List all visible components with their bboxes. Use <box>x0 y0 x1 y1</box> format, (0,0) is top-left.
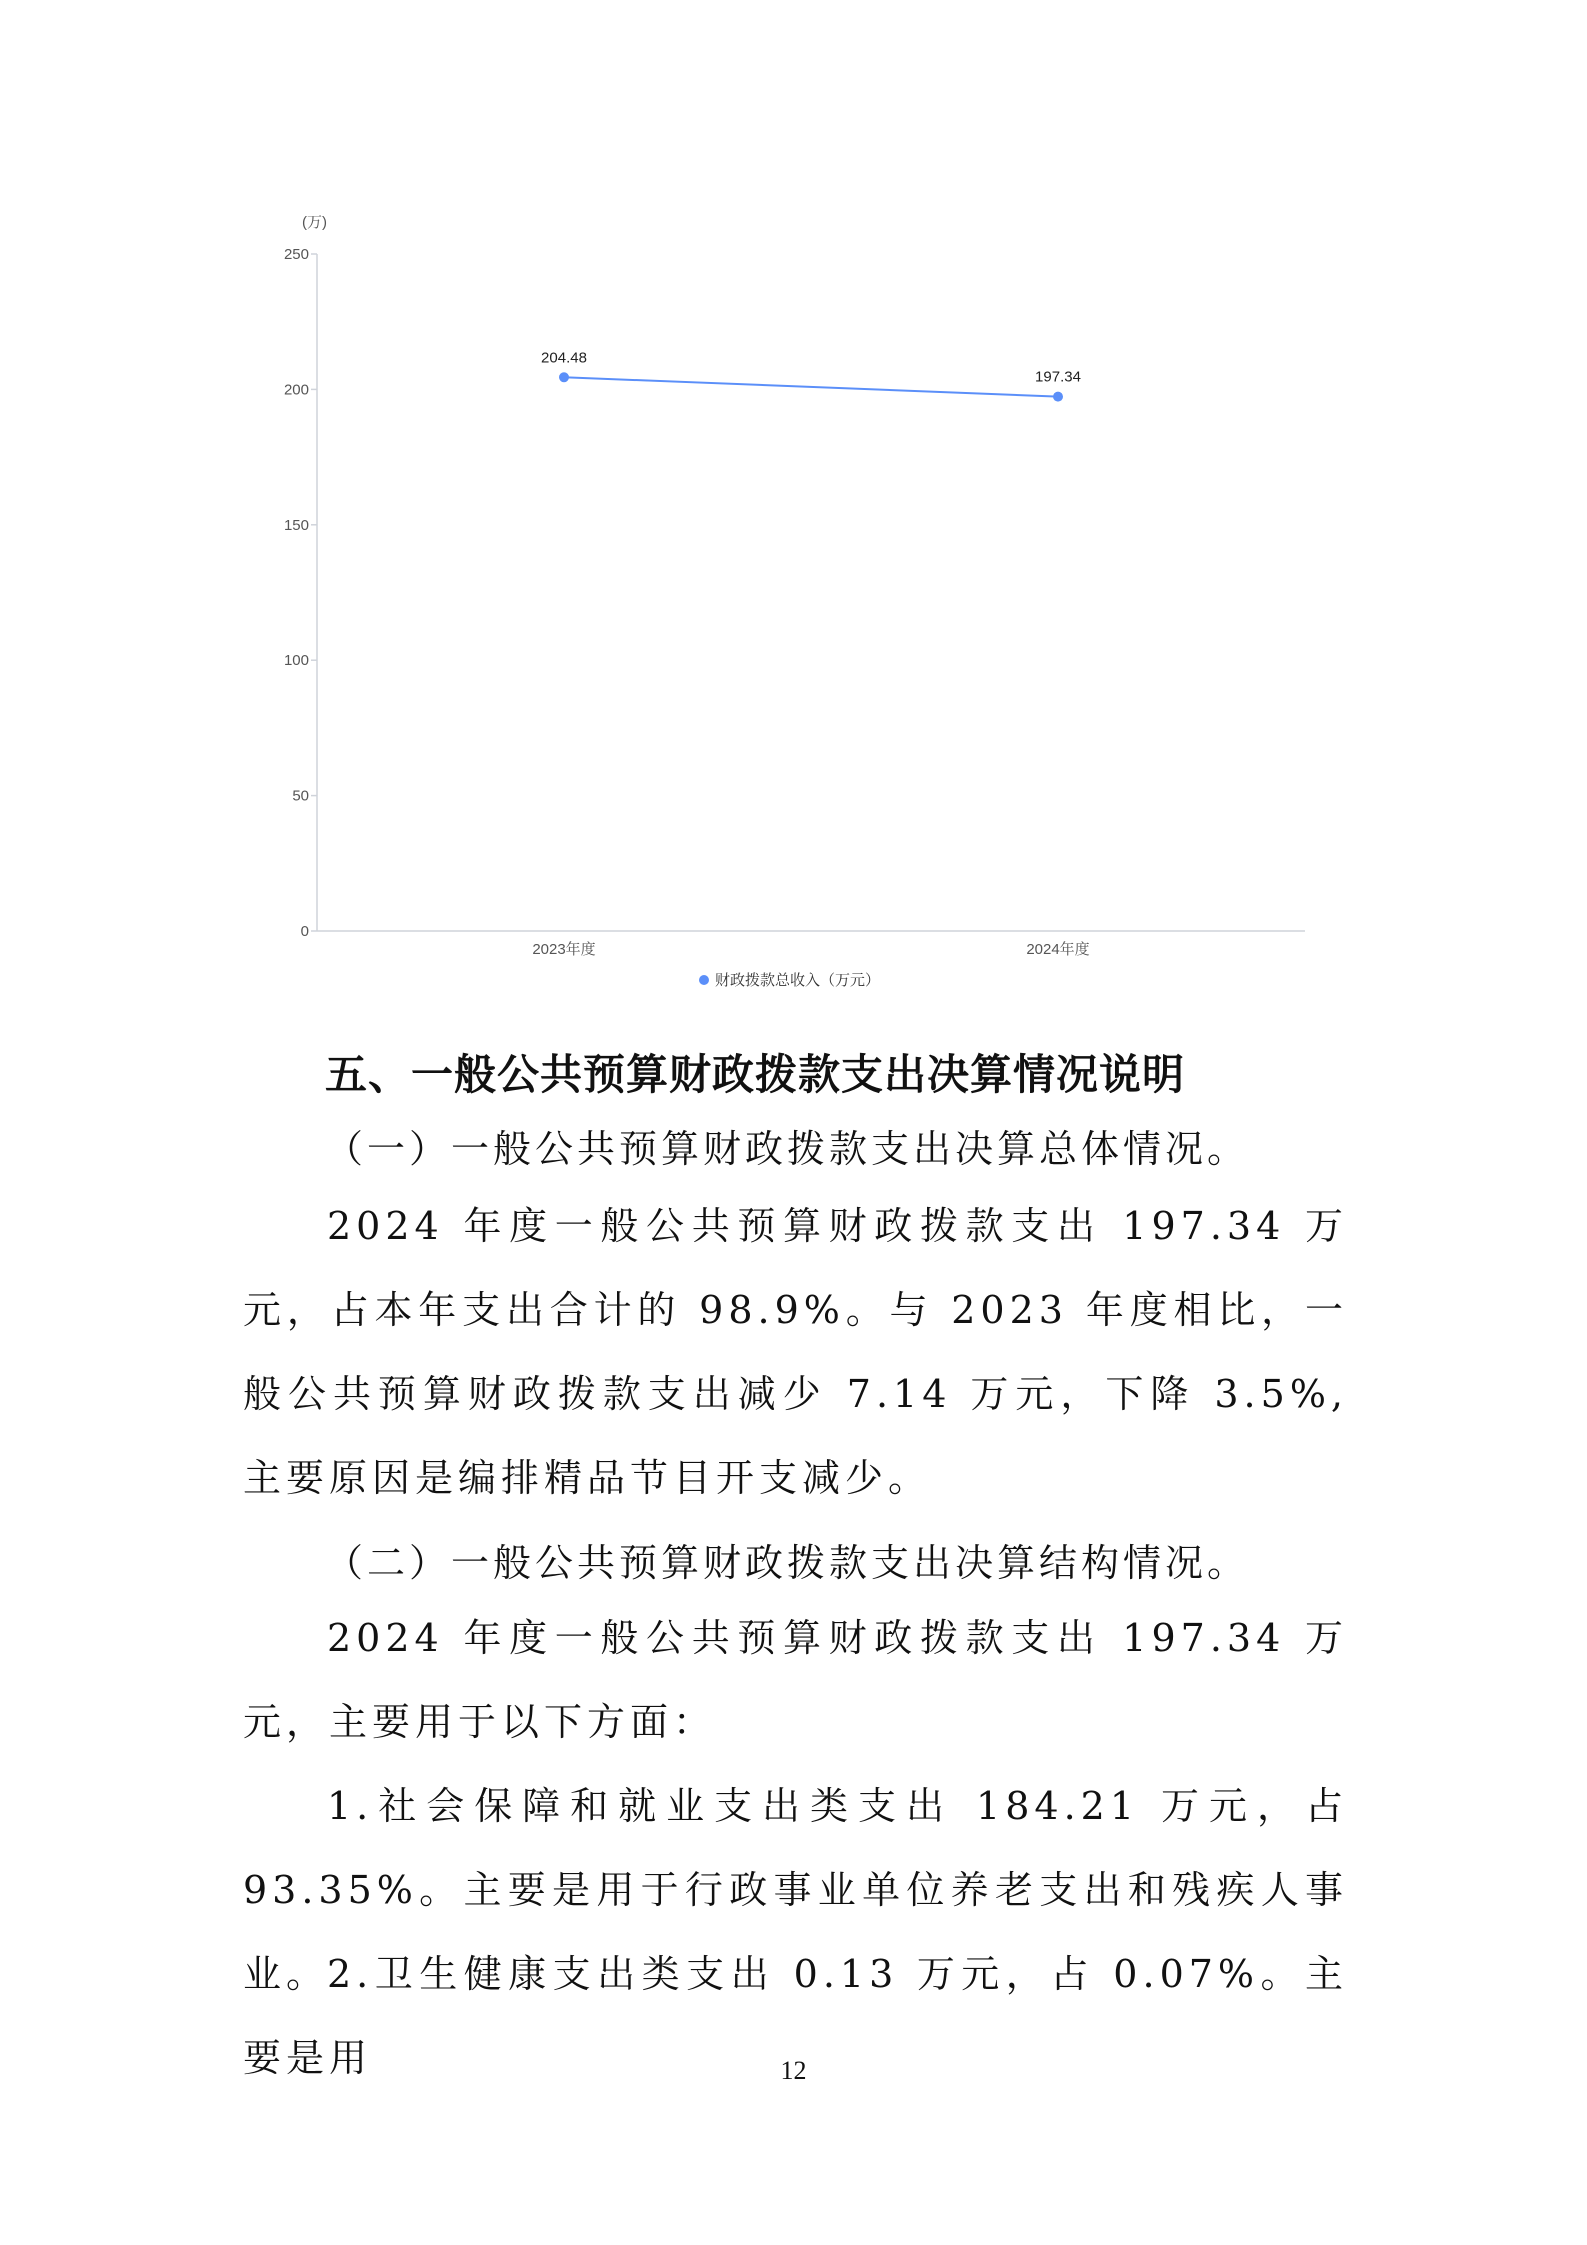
data-point <box>559 372 569 382</box>
list-item-1: 1.社会保障和就业支出类支出 184.21 万元，占 93.35%。主要是用于行政事业单位养老支出和残疾人事业。 <box>243 1784 1348 1996</box>
y-tick-label: 150 <box>283 516 309 534</box>
y-tick-label: 0 <box>300 923 309 940</box>
y-tick-label: 100 <box>283 652 309 670</box>
paragraph-1: 2024 年度一般公共预算财政拨款支出 197.34 万元，占本年支出合计的 98.9%。与 2023 年度相比，一般公共预算财政拨款支出减少 7.14 万元，下降 3.5%,主要原因是编排精品节目开支减少。 <box>243 1204 1348 1500</box>
legend-label: 财政拨款总收入（万元） <box>715 972 881 989</box>
legend <box>699 971 880 989</box>
series-layer <box>541 349 1081 401</box>
paragraph-2: 2024 年度一般公共预算财政拨款支出 197.34 万元，主要用于以下方面： <box>243 1616 1348 1744</box>
subsection-title-2: （二）一般公共预算财政拨款支出决算结构情况。 <box>325 1541 1250 1585</box>
series-line <box>564 377 1058 396</box>
y-tick-label: 200 <box>283 381 309 399</box>
x-tick-label: 2023年度 <box>532 941 596 958</box>
data-label: 197.34 <box>1035 368 1081 386</box>
y-tick-label: 250 <box>283 246 309 263</box>
y-tick-label: 50 <box>292 787 309 805</box>
data-label: 204.48 <box>541 349 587 367</box>
legend-marker <box>699 975 709 985</box>
x-ticks <box>532 940 1089 958</box>
subsection-title-1: （一）一般公共预算财政拨款支出决算总体情况。 <box>325 1127 1250 1171</box>
section-title: 五、一般公共预算财政拨款支出决算情况说明 <box>325 1050 1186 1099</box>
data-point <box>1053 392 1063 402</box>
y-unit-label: (万) <box>302 214 327 231</box>
y-ticks <box>284 246 317 940</box>
page-number: 12 <box>780 2056 807 2085</box>
income-line-chart <box>0 0 1587 1010</box>
x-tick-label: 2024年度 <box>1026 941 1090 958</box>
list-item-2: 2.卫生健康支出类支出 0.13 万元，占 0.07%。主要是用 <box>243 1952 1348 2080</box>
